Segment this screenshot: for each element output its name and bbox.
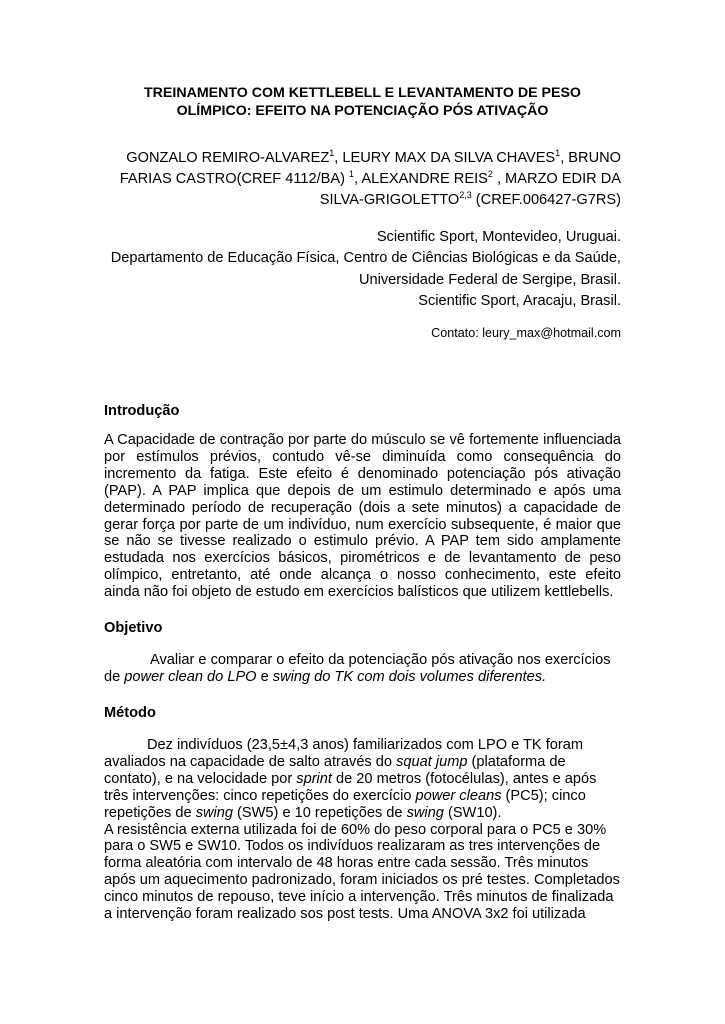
text-line bbox=[104, 805, 621, 822]
text-run: (SW10). bbox=[443, 804, 502, 821]
italic-text: power clean do LPO bbox=[124, 668, 257, 685]
text-run: (plataforma de bbox=[467, 753, 566, 770]
text-run: avaliados na capacidade de salto através do bbox=[104, 753, 397, 770]
text-line: A resistência externa utilizada foi de 60% do peso corporal para o PC5 e 30% bbox=[104, 821, 607, 838]
author-name: , LEURY MAX DA SILVA CHAVES bbox=[334, 150, 556, 166]
affiliation-marker: 1 bbox=[555, 148, 561, 158]
affiliation-marker: 2 bbox=[487, 169, 493, 179]
text-line bbox=[104, 788, 621, 805]
text-run: contato), e na velocidade por bbox=[104, 770, 297, 787]
text-line: (PAP). A PAP implica que depois de um estimulo determinado e após uma bbox=[104, 482, 621, 499]
affiliation-line: Scientific Sport, Montevideo, Uruguai. bbox=[376, 229, 621, 245]
affiliation-marker: 1 bbox=[349, 169, 355, 179]
affiliation-line: Universidade Federal de Sergipe, Brasil. bbox=[358, 271, 621, 288]
text-line: estudada nos exercícios básicos, pirométricos e de levantamento de peso bbox=[104, 550, 621, 567]
author-list bbox=[104, 148, 621, 211]
italic-text: sprint bbox=[296, 770, 332, 787]
text-line: após um aquecimento padronizado, foram iniciados os pré testes. Completados bbox=[104, 872, 620, 889]
metodo-paragraph bbox=[104, 737, 621, 923]
author-name: FARIAS CASTRO(CREF 4112/BA) bbox=[119, 171, 350, 187]
text-run: repetições de bbox=[104, 804, 196, 821]
text-line: cinco minutos de repouso, teve início a intervenção. Três minutos de finalizada bbox=[104, 889, 614, 906]
text-line: gerar força por parte de um indivíduo, num exercício subsequente, é maior que bbox=[104, 516, 621, 533]
author-line-3 bbox=[104, 190, 621, 211]
author-name: GONZALO REMIRO-ALVAREZ bbox=[126, 150, 330, 166]
text-line bbox=[104, 771, 621, 788]
author-line-2 bbox=[104, 169, 621, 190]
author-name: (CREF.006427-G7RS) bbox=[471, 192, 621, 208]
text-line: determinado período de recuperação (dois a sete minutos) a capacidade de bbox=[104, 499, 621, 516]
italic-text: swing bbox=[406, 804, 444, 821]
author-name: SILVA-GRIGOLETTO bbox=[319, 192, 460, 208]
title-line-2: OLÍMPICO: EFEITO NA POTENCIAÇÃO PÓS ATIVAÇÃO bbox=[176, 103, 549, 119]
text-run: (SW5) e 10 repetições de bbox=[233, 804, 407, 821]
text-run: três intervenções: cinco repetições do exercício bbox=[104, 787, 416, 804]
text-line: ainda não foi objeto de estudo em exercícios balísticos que utilizem kettlebells. bbox=[104, 584, 614, 601]
italic-text: swing bbox=[195, 804, 233, 821]
text-line: incremento da fatiga. Este efeito é denominado potenciação pós ativação bbox=[104, 465, 621, 482]
text-line: por estímulos prévios, contudo vê-se diminuída como consequência do bbox=[104, 448, 621, 465]
affiliation-line: Departamento de Educação Física, Centro de Ciências Biológicas e da Saúde, bbox=[110, 250, 621, 267]
author-line-1 bbox=[104, 148, 621, 169]
text-run: de bbox=[104, 668, 125, 685]
section-heading-metodo: Método bbox=[104, 705, 156, 721]
title-line-1: TREINAMENTO COM KETTLEBELL E LEVANTAMENTO DE PESO bbox=[144, 85, 581, 101]
affiliations bbox=[104, 227, 621, 312]
text-line: A Capacidade de contração por parte do músculo se vê fortemente influenciada bbox=[104, 432, 621, 448]
author-name: , BRUNO bbox=[560, 150, 621, 166]
affiliation-marker: 2,3 bbox=[459, 190, 472, 200]
italic-text: squat jump bbox=[396, 753, 468, 770]
objetivo-paragraph bbox=[104, 652, 621, 686]
italic-text: swing do TK com dois volumes diferentes. bbox=[272, 668, 547, 685]
text-line: a intervenção foram realizado sos post tests. Uma ANOVA 3x2 foi utilizada bbox=[104, 906, 586, 923]
text-line: forma aleatória com intervalo de 48 horas entre cada sessão. Três minutos bbox=[104, 855, 589, 872]
paper-title bbox=[104, 84, 621, 120]
text-line: olímpico, entretanto, até onde alcança o nosso conhecimento, este efeito bbox=[104, 567, 621, 584]
text-run: (PC5); cinco bbox=[501, 787, 586, 804]
text-run: e bbox=[256, 668, 273, 685]
introducao-paragraph bbox=[104, 432, 621, 601]
text-line bbox=[104, 669, 621, 686]
text-line: se não se tivesse realizado o estimulo prévio. A PAP tem sido amplamente bbox=[104, 533, 621, 550]
italic-text: power cleans bbox=[415, 787, 502, 804]
section-heading-introducao: Introdução bbox=[104, 403, 180, 419]
author-name: , MARZO EDIR DA bbox=[492, 171, 621, 187]
text-line bbox=[104, 754, 621, 771]
text-run: de 20 metros (fotocélulas), antes e após bbox=[331, 770, 597, 787]
text-line: Dez indivíduos (23,5±4,3 anos) familiarizados com LPO e TK foram bbox=[147, 737, 584, 753]
text-line: Avaliar e comparar o efeito da potenciação pós ativação nos exercícios bbox=[150, 652, 611, 668]
section-heading-objetivo: Objetivo bbox=[104, 620, 163, 636]
author-name: , ALEXANDRE REIS bbox=[354, 171, 488, 187]
affiliation-line: Scientific Sport, Aracaju, Brasil. bbox=[418, 292, 621, 309]
text-line: para o SW5 e SW10. Todos os indivíduos realizaram as tres intervenções de bbox=[104, 838, 601, 855]
contact-email: Contato: leury_max@hotmail.com bbox=[431, 326, 621, 340]
affiliation-marker: 1 bbox=[329, 148, 335, 158]
